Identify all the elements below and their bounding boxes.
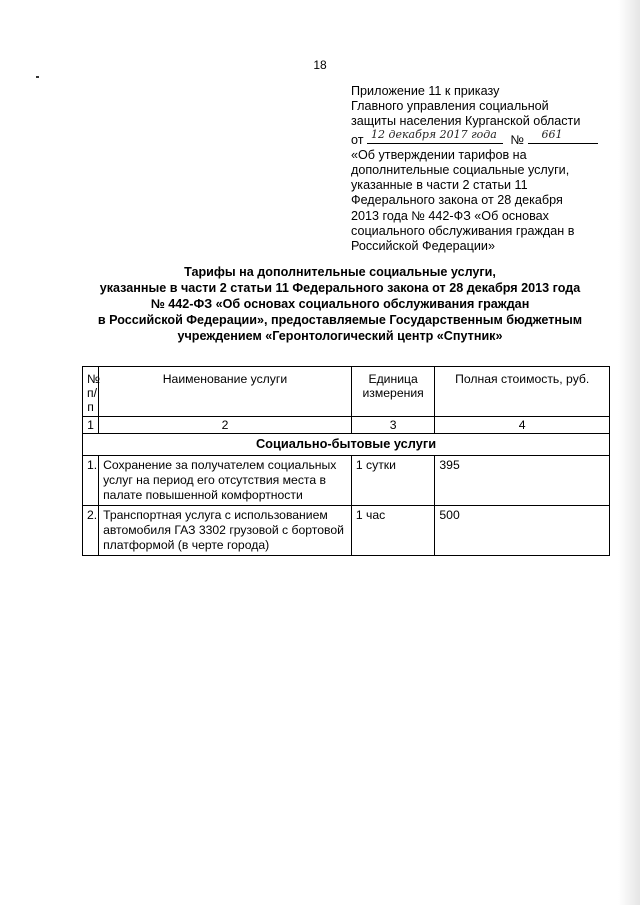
column-number: 1 — [83, 417, 99, 434]
section-title: Социально-бытовые услуги — [83, 434, 610, 456]
column-number: 4 — [435, 417, 610, 434]
appendix-subject-line: указанные в части 2 статьи 11 — [351, 178, 528, 193]
service-price: 395 — [435, 456, 610, 506]
number-prefix: № — [510, 132, 525, 147]
title-line: учреждением «Геронтологический центр «Спутник» — [177, 329, 503, 343]
title-line: № 442-ФЗ «Об основах социального обслуживания граждан — [150, 297, 530, 311]
service-name: Транспортная услуга с использованием автомобиля ГАЗ 3302 грузовой с бортовой платформой (в черте города) — [99, 506, 352, 556]
service-unit: 1 сутки — [351, 456, 435, 506]
header-number: № п/п — [83, 367, 99, 417]
row-number: 2. — [83, 506, 99, 556]
column-number-row — [83, 417, 610, 434]
appendix-line: защиты населения Курганской области — [351, 114, 581, 129]
header-price: Полная стоимость, руб. — [435, 367, 610, 417]
date-prefix: от — [351, 132, 364, 147]
tariff-table — [82, 366, 610, 556]
row-number: 1. — [83, 456, 99, 506]
document-title — [60, 264, 620, 344]
appendix-subject-line: Федерального закона от 28 декабря — [351, 193, 563, 208]
title-line: в Российской Федерации», предоставляемые Государственным бюджетным — [97, 313, 583, 327]
appendix-subject-line: Российской Федерации» — [351, 239, 495, 254]
page-number: 18 — [313, 58, 327, 72]
appendix-line: Приложение 11 к приказу — [351, 84, 500, 98]
header-unit: Единица измерения — [351, 367, 435, 417]
appendix-subject-line: социального обслуживания граждан в — [351, 223, 575, 238]
title-line: Тарифы на дополнительные социальные услуги, — [184, 265, 496, 279]
title-line: указанные в части 2 статьи 11 Федерального закона от 28 декабря 2013 года — [99, 281, 581, 295]
number-field — [528, 127, 598, 144]
scan-edge-shadow — [618, 0, 640, 905]
service-name: Сохранение за получателем социальных услуг на период его отсутствия места в палате повышенной комфортности — [99, 456, 352, 506]
service-price: 500 — [435, 506, 610, 556]
handwritten-number: 661 — [541, 127, 563, 141]
appendix-subject-line: дополнительные социальные услуги, — [351, 163, 570, 178]
table-header-row — [83, 367, 610, 417]
appendix-block — [351, 84, 613, 254]
header-service-name: Наименование услуги — [99, 367, 352, 417]
scan-speck — [36, 76, 39, 78]
section-row — [83, 434, 610, 456]
service-unit: 1 час — [351, 506, 435, 556]
column-number: 3 — [351, 417, 435, 434]
order-date-line — [351, 127, 613, 148]
appendix-line: Главного управления социальной — [351, 99, 549, 114]
appendix-subject-line: 2013 года № 442-ФЗ «Об основах — [351, 208, 549, 223]
appendix-subject-line: «Об утверждении тарифов на — [351, 147, 527, 162]
handwritten-date: 12 декабря 2017 года — [371, 127, 497, 141]
date-field — [367, 127, 503, 144]
table-row — [83, 506, 610, 556]
column-number: 2 — [99, 417, 352, 434]
table-row — [83, 456, 610, 506]
